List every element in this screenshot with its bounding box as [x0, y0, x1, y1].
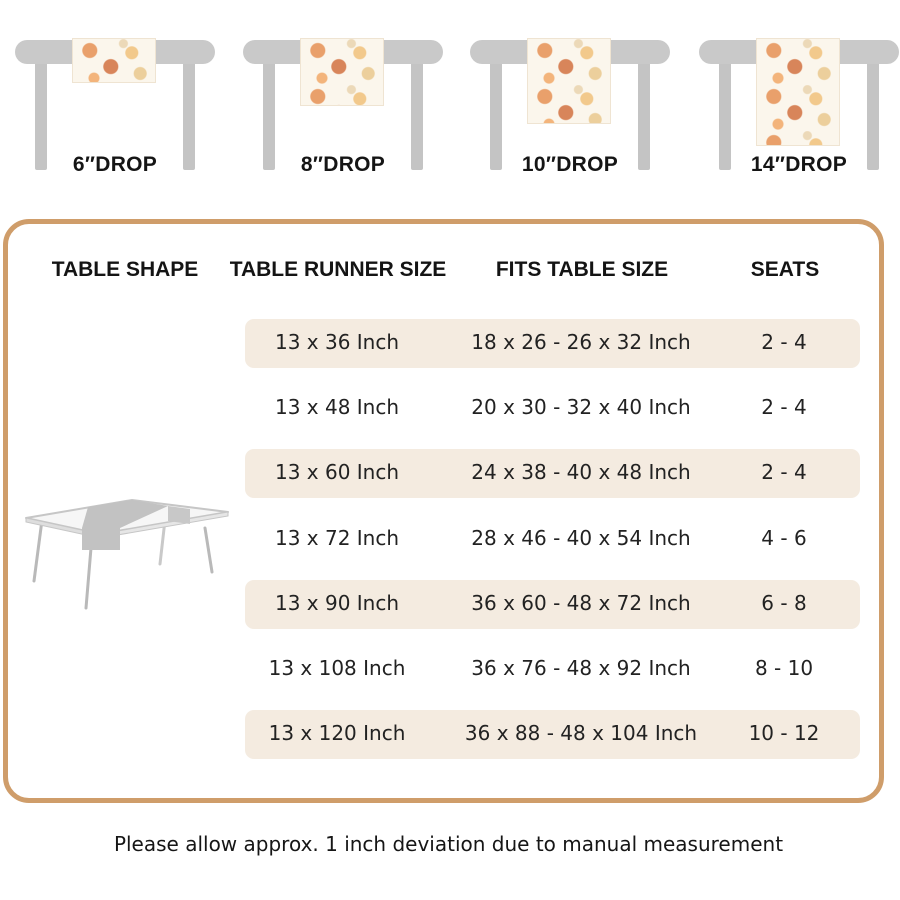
fits-table-cell: 28 x 46 - 40 x 54 Inch — [471, 526, 691, 550]
fits-table-cell: 18 x 26 - 26 x 32 Inch — [471, 330, 691, 354]
runner-swatch — [756, 38, 840, 146]
table-row — [245, 319, 860, 368]
drop-illustrations — [0, 30, 900, 190]
drop-label: 10″DROP — [521, 153, 619, 176]
drop-10-illustration — [470, 30, 670, 190]
runner-size-cell: 13 x 90 Inch — [274, 591, 400, 615]
table-row — [245, 515, 860, 564]
seats-cell: 10 - 12 — [748, 721, 820, 745]
table-row — [245, 449, 860, 498]
measurement-footnote: Please allow approx. 1 inch deviation due to manual measurement — [113, 832, 784, 856]
runner-swatch — [72, 38, 156, 83]
runner-size-cell: 13 x 48 Inch — [274, 395, 400, 419]
runner-swatch — [300, 38, 384, 106]
fits-table-cell: 36 x 88 - 48 x 104 Inch — [464, 721, 698, 745]
fits-table-cell: 36 x 76 - 48 x 92 Inch — [471, 656, 691, 680]
runner-swatch — [527, 38, 611, 124]
runner-size-cell: 13 x 72 Inch — [274, 526, 400, 550]
table-row — [245, 645, 860, 694]
runner-size-cell: 13 x 108 Inch — [268, 656, 406, 680]
header-runner-size: TABLE RUNNER SIZE — [229, 258, 447, 281]
drop-14-illustration — [699, 30, 899, 190]
runner-size-cell: 13 x 36 Inch — [274, 330, 400, 354]
table-row — [245, 384, 860, 433]
fits-table-cell: 36 x 60 - 48 x 72 Inch — [471, 591, 691, 615]
table-row — [245, 710, 860, 759]
drop-label: 6″DROP — [72, 153, 158, 176]
drop-label: 14″DROP — [750, 153, 848, 176]
seats-cell: 2 - 4 — [761, 330, 807, 354]
drop-6-illustration — [15, 30, 215, 190]
seats-cell: 2 - 4 — [761, 460, 807, 484]
header-fits-table-size: FITS TABLE SIZE — [495, 258, 669, 281]
rectangular-table-icon — [20, 490, 235, 620]
runner-size-cell: 13 x 120 Inch — [268, 721, 406, 745]
seats-cell: 2 - 4 — [761, 395, 807, 419]
header-seats: SEATS — [750, 258, 820, 281]
fits-table-cell: 20 x 30 - 32 x 40 Inch — [471, 395, 691, 419]
seats-cell: 4 - 6 — [761, 526, 807, 550]
table-row — [245, 580, 860, 629]
drop-8-illustration — [243, 30, 443, 190]
header-table-shape: TABLE SHAPE — [51, 258, 199, 281]
drop-label: 8″DROP — [300, 153, 386, 176]
fits-table-cell: 24 x 38 - 40 x 48 Inch — [471, 460, 691, 484]
seats-cell: 6 - 8 — [761, 591, 807, 615]
runner-size-cell: 13 x 60 Inch — [274, 460, 400, 484]
seats-cell: 8 - 10 — [754, 656, 814, 680]
